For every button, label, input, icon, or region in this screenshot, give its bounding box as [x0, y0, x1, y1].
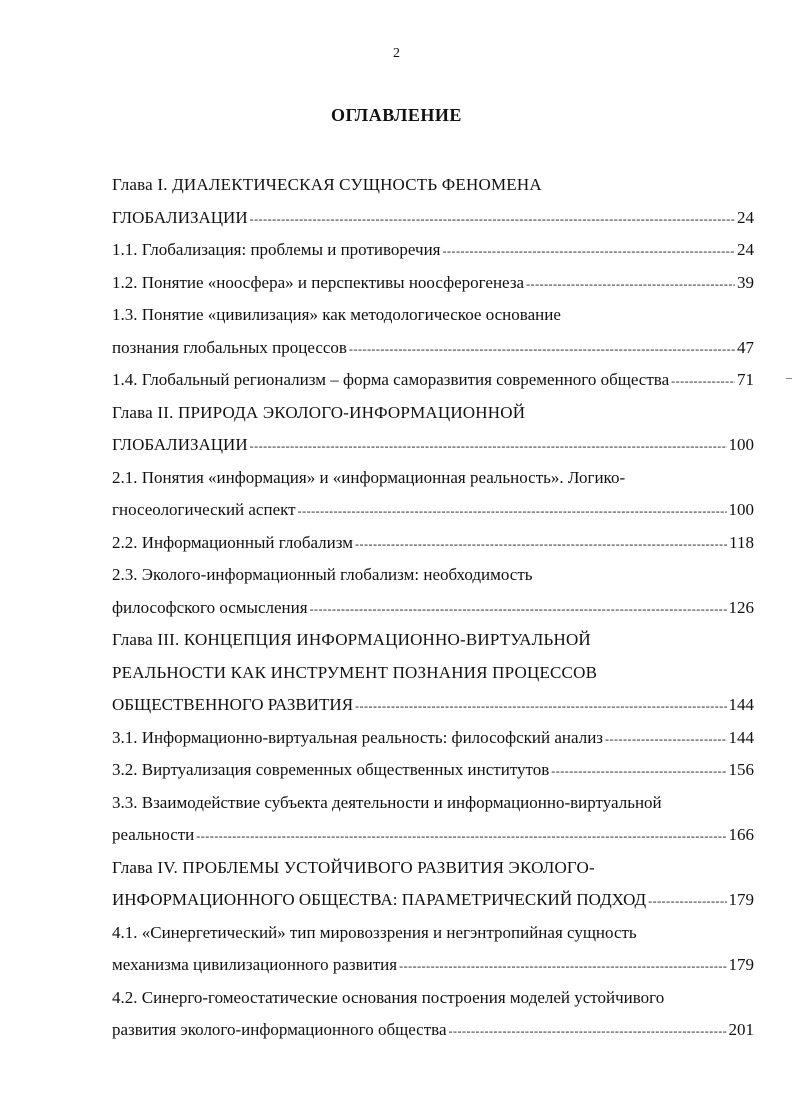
toc-entry-page: 24	[737, 240, 754, 259]
toc-entry	[112, 754, 754, 787]
toc-entry-title: 1.1. Глобализация: проблемы и противоречия	[112, 240, 441, 259]
toc-entry	[112, 234, 754, 267]
toc-entry-title: 1.2. Понятие «ноосфера» и перспективы ноосферогенеза	[112, 272, 525, 292]
toc-entry-line: 3.3. Взаимодействие субъекта деятельности и информационно-виртуальной	[112, 792, 662, 812]
toc-entry-line: 4.2. Синерго-гомеостатические основания построения моделей устойчивого	[112, 987, 665, 1007]
toc-entry-page: 24	[737, 207, 754, 227]
toc-entry-title: реальности	[112, 825, 195, 844]
toc-entry-page: 179	[728, 955, 754, 974]
dot-leader	[250, 430, 727, 462]
toc-entry-line: 1.3. Понятие «цивилизация» как методологическое основание	[112, 305, 561, 324]
toc-entry	[112, 1014, 754, 1047]
table-of-contents	[112, 169, 754, 1047]
dot-leader	[399, 950, 726, 982]
toc-entry-page: 144	[728, 695, 754, 714]
toc-entry-title: ОБЩЕСТВЕННОГО РАЗВИТИЯ	[112, 695, 354, 714]
margin-mark	[786, 378, 792, 379]
toc-chapter-heading: Глава II. ПРИРОДА ЭКОЛОГО-ИНФОРМАЦИОННОЙ	[112, 402, 526, 422]
toc-entry	[112, 364, 754, 397]
toc-chapter-heading: Глава IV. ПРОБЛЕМЫ УСТОЙЧИВОГО РАЗВИТИЯ ЭКОЛОГО-	[112, 857, 595, 877]
toc-entry-title: ГЛОБАЛИЗАЦИИ	[112, 207, 248, 227]
toc-entry	[112, 527, 754, 560]
dot-leader	[355, 528, 727, 560]
dot-leader	[551, 755, 726, 787]
toc-entry-page: 156	[728, 760, 754, 779]
dot-leader	[349, 333, 735, 365]
toc-entry-page: 118	[729, 532, 754, 552]
toc-entry-line: 2.3. Эколого-информационный глобализм: необходимость	[112, 565, 533, 584]
toc-entry	[112, 332, 754, 365]
toc-entry-title: гносеологический аспект	[112, 500, 296, 519]
toc-entry	[112, 884, 754, 917]
toc-entry-page: 47	[737, 337, 754, 357]
toc-entry-title: ГЛОБАЛИЗАЦИИ	[112, 435, 248, 454]
toc-entry-title: познания глобальных процессов	[112, 337, 347, 357]
dot-leader	[605, 723, 726, 755]
toc-entry-line: 4.1. «Синергетический» тип мировоззрения и негэнтропийная сущность	[112, 922, 637, 942]
toc-entry-title: ИНФОРМАЦИОННОГО ОБЩЕСТВА: ПАРАМЕТРИЧЕСКИЙ ПОДХОД	[112, 890, 647, 909]
toc-entry-page: 201	[728, 1020, 754, 1039]
toc-entry-page: 39	[737, 272, 754, 292]
toc-title: ОГЛАВЛЕНИЕ	[331, 105, 462, 125]
toc-entry-title: философского осмысления	[112, 597, 308, 617]
toc-entry-title: 1.4. Глобальный регионализм – форма саморазвития современного общества	[112, 370, 670, 389]
dot-leader	[671, 365, 735, 397]
toc-entry	[112, 202, 754, 235]
toc-chapter-heading: Глава III. КОНЦЕПЦИЯ ИНФОРМАЦИОННО-ВИРТУАЛЬНОЙ	[112, 630, 591, 649]
toc-entry	[112, 267, 754, 300]
toc-entry	[112, 494, 754, 527]
dot-leader	[310, 593, 727, 625]
toc-entry-title: 2.2. Информационный глобализм	[112, 532, 353, 552]
toc-entry	[112, 429, 754, 462]
page-number: 2	[393, 46, 400, 61]
toc-entry-page: 166	[728, 825, 754, 844]
toc-entry	[112, 819, 754, 852]
dot-leader	[298, 495, 727, 527]
toc-entry-title: 3.2. Виртуализация современных общественных институтов	[112, 760, 550, 779]
toc-chapter-heading: РЕАЛЬНОСТИ КАК ИНСТРУМЕНТ ПОЗНАНИЯ ПРОЦЕССОВ	[112, 662, 598, 682]
toc-entry-page: 100	[728, 435, 754, 454]
toc-entry-title: 3.1. Информационно-виртуальная реальность: философский анализ	[112, 727, 604, 747]
dot-leader	[250, 203, 735, 235]
toc-entry-title: механизма цивилизационного развития	[112, 955, 398, 974]
toc-entry-page: 71	[737, 370, 754, 389]
toc-chapter-heading: Глава I. ДИАЛЕКТИЧЕСКАЯ СУЩНОСТЬ ФЕНОМЕНА	[112, 175, 542, 194]
toc-entry-page: 144	[728, 727, 754, 747]
toc-entry	[112, 689, 754, 722]
toc-entry-page: 126	[728, 597, 754, 617]
toc-entry-title: развития эколого-информационного общества	[112, 1020, 447, 1039]
dot-leader	[355, 690, 726, 722]
toc-entry	[112, 722, 754, 755]
dot-leader	[449, 1015, 727, 1047]
dot-leader	[526, 268, 735, 300]
toc-entry	[112, 592, 754, 625]
toc-entry-page: 100	[728, 500, 754, 519]
dot-leader	[196, 820, 726, 852]
dot-leader	[443, 235, 736, 267]
dot-leader	[648, 885, 726, 917]
toc-entry-page: 179	[728, 890, 754, 909]
toc-entry-line: 2.1. Понятия «информация» и «информационная реальность». Логико-	[112, 467, 626, 487]
toc-entry	[112, 949, 754, 982]
